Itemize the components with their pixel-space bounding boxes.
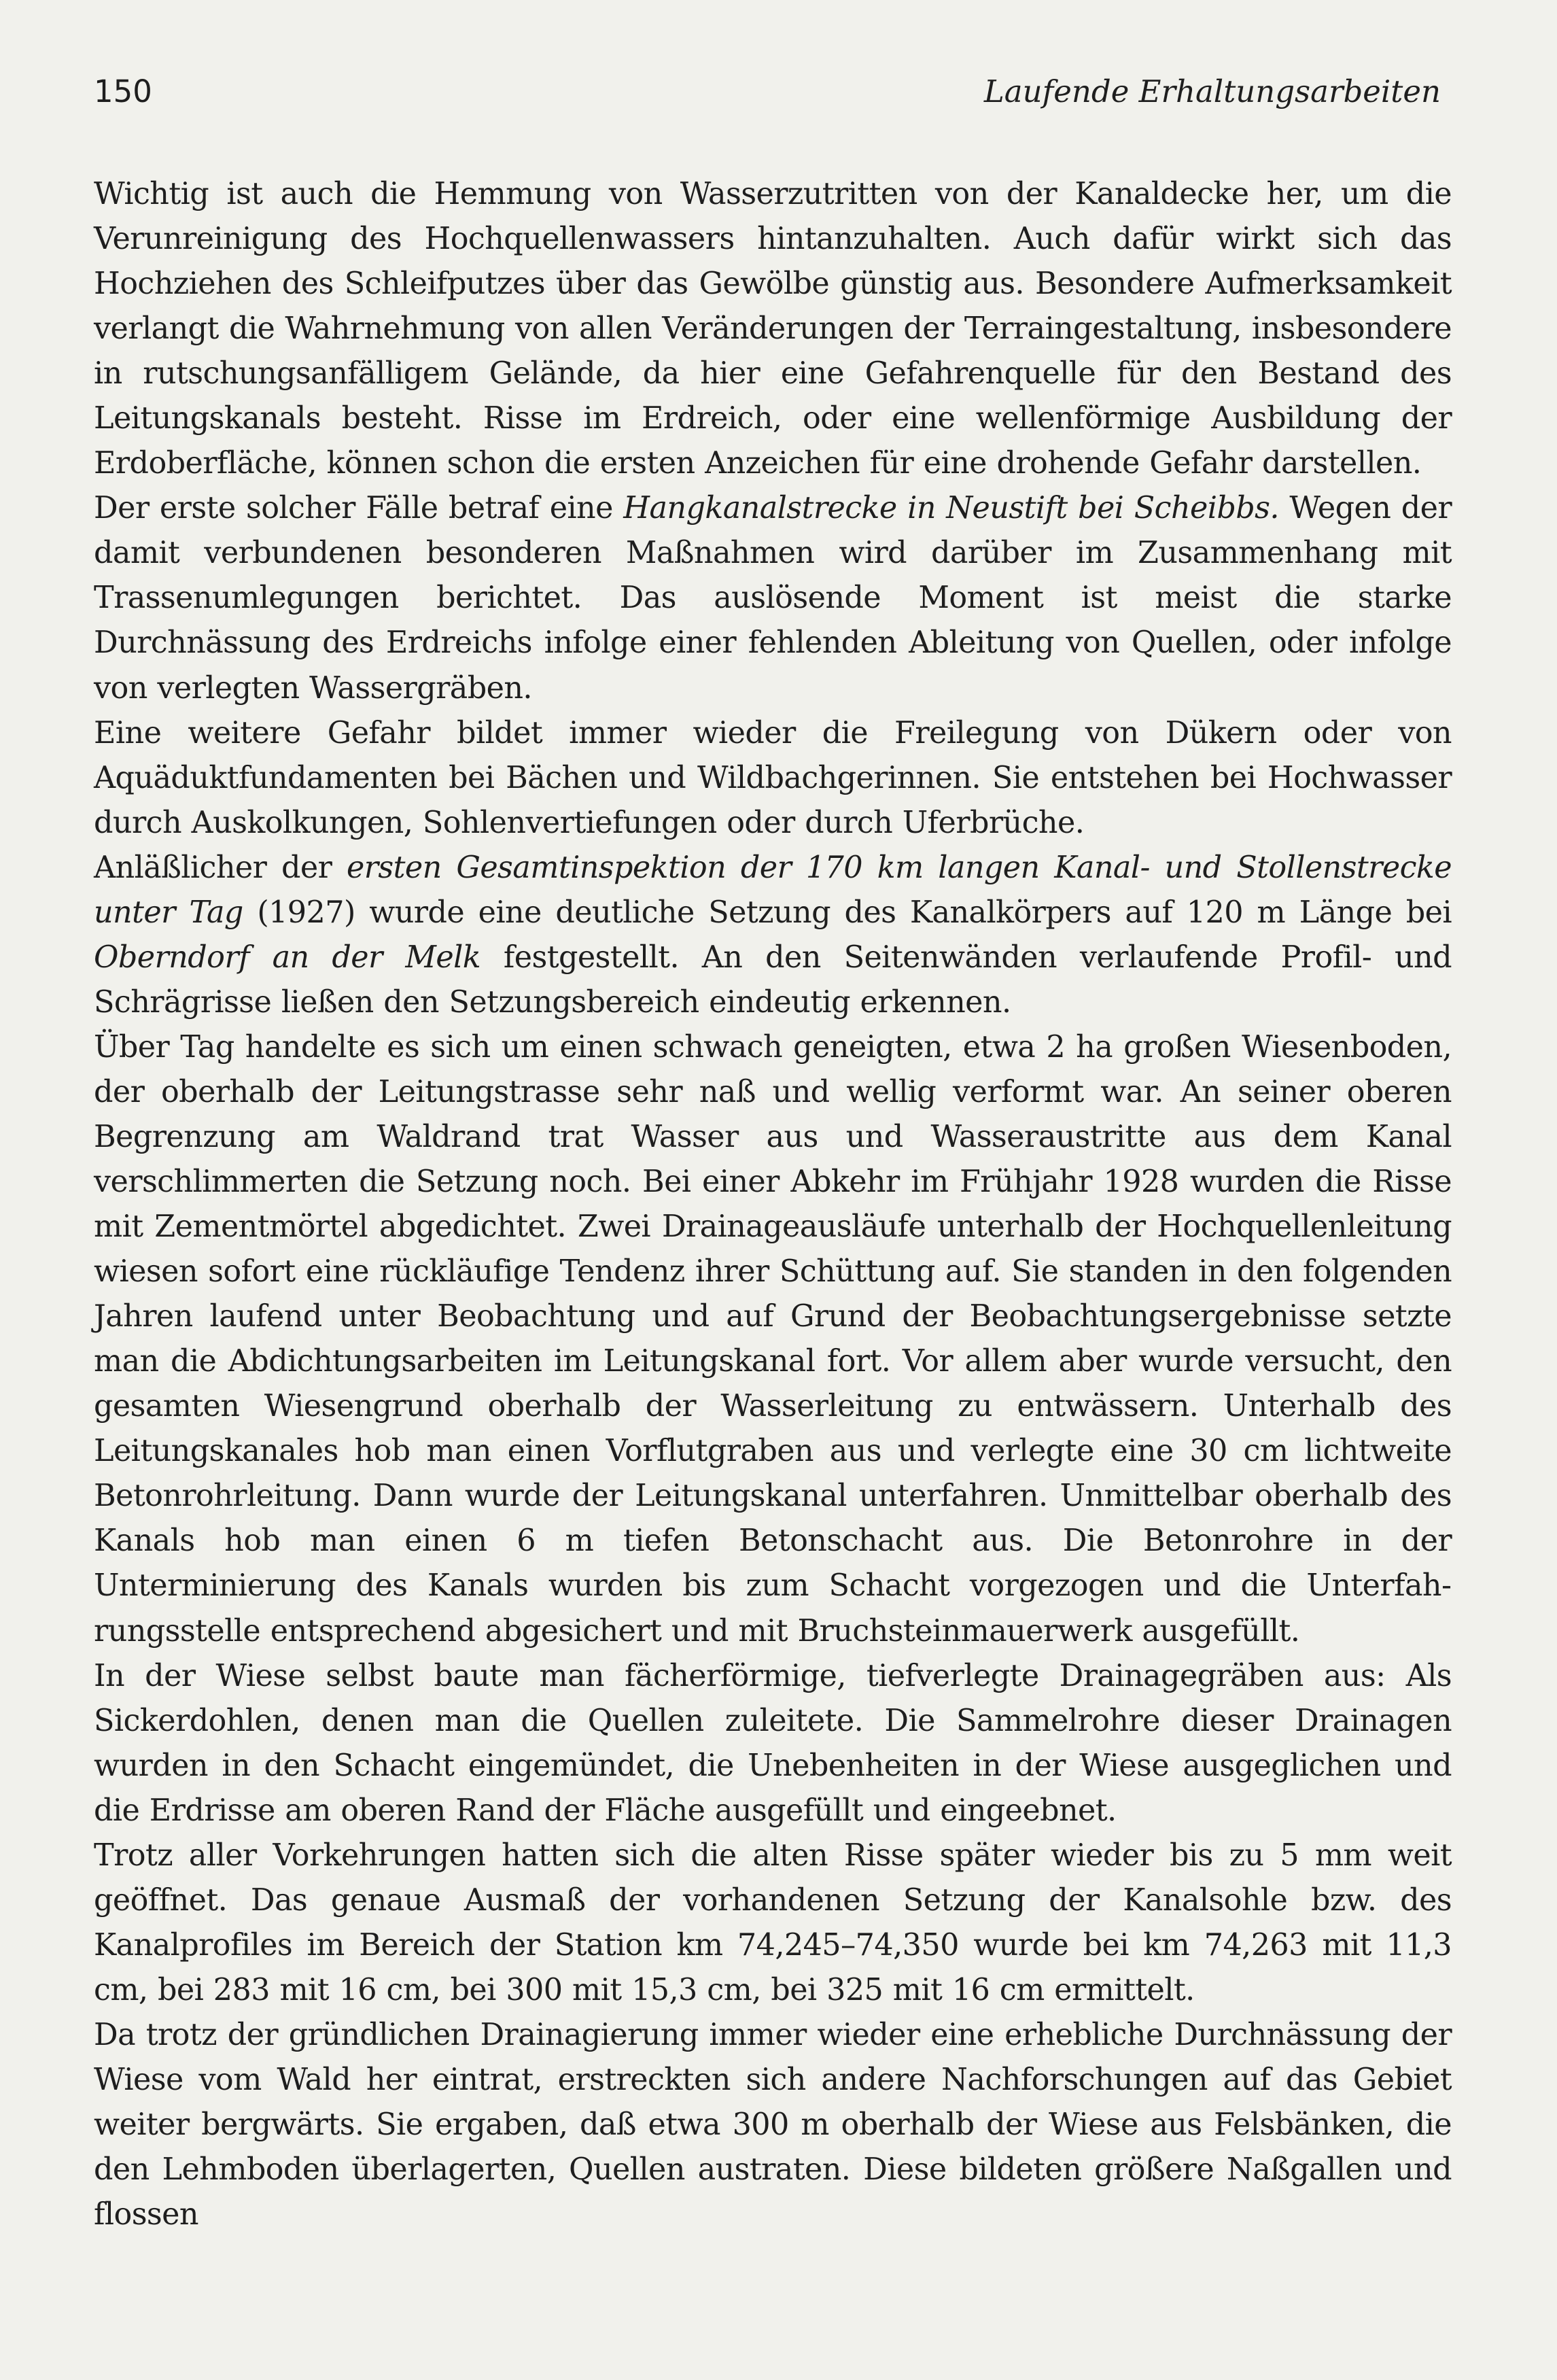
paragraph — [94, 172, 1452, 486]
text-segment: Wichtig ist auch die Hemmung von Wasserzutritten von der Kanaldecke her, um die Verunreinigung des Hochquellenwassers hintanzuhalten. Auch dafür wirkt sich das Hochziehen des Schleifputzes über das Gewölbe günstig aus. Besondere Aufmerksamkeit verlangt die Wahrnehmung von allen Veränderungen der Terraingestaltung, insbesondere in rutschungsanfälligem Gelände, da hier eine Gefahrenquelle für den Bestand des Leitungskanals besteht. Risse im Erdreich, oder eine wellenförmige Ausbildung der Erdoberfläche, können schon die ersten Anzeichen für eine drohende Gefahr darstellen. — [94, 177, 1452, 481]
running-head — [94, 68, 1441, 116]
text-segment: (1927) wurde eine deutliche Setzung des Kanalkörpers auf 120 m Länge bei — [243, 895, 1452, 930]
italic-place-name: Oberndorf an der Melk — [94, 939, 481, 975]
text-segment: Über Tag handelte es sich um einen schwach geneigten, etwa 2 ha großen Wiesenboden, der oberhalb der Leitungstrasse sehr naß und wellig verformt war. An seiner oberen Begrenzung am Waldrand trat Wasser aus und Wasseraustritte aus dem Kanal verschlimmerten die Setzung noch. Bei einer Abkehr im Frühjahr 1928 wurden die Risse mit Zementmörtel abgedichtet. Zwei Drainageausläufe unterhalb der Hochquellenleitung wiesen sofort eine rückläufige Tendenz ihrer Schüttung auf. Sie standen in den folgenden Jahren laufend unter Beobachtung und auf Grund der Beobachtungsergebnisse setzte man die Abdichtungsarbeiten im Leitungskanal fort. Vor allem aber wurde versucht, den gesamten Wiesengrund oberhalb der Wasserleitung zu entwässern. Unterhalb des Leitungskanales hob man einen Vorflutgraben aus und verlegte eine 30 cm lichtweite Betonrohrleitung. Dann wurde der Leitungskanal unterfahren. Unmittelbar oberhalb des Kanals hob man einen 6 m tiefen Betonschacht aus. Die Betonrohre in der Unterminierung des Kanals wurden bis zum Schacht vorgezogen und die Unterfahrungsstelle entsprechend abgesichert und mit Bruchsteinmauerwerk ausgefüllt. — [94, 1029, 1452, 1649]
text-segment: Der erste solcher Fälle betraf eine — [94, 491, 624, 526]
paragraph — [94, 1654, 1452, 1833]
paragraph — [94, 711, 1452, 846]
text-segment: festgestellt. An den Seitenwänden verlaufende Profil- und Schrägrisse ließen den Setzungsbereich eindeutig erkennen. — [94, 939, 1452, 1020]
text-segment: Wegen der damit verbundenen besonderen Maßnahmen wird darüber im Zusammenhang mit Trassenumlegungen berichtet. Das auslösende Moment ist meist die starke Durchnässung des Erdreichs infolge einer fehlenden Ableitung von Quellen, oder infolge von verlegten Wassergräben. — [94, 491, 1452, 706]
paragraph — [94, 1025, 1452, 1654]
page-number: 150 — [94, 73, 152, 109]
text-segment: In der Wiese selbst baute man fächerförmige, tiefverlegte Drainagegräben aus: Als Sickerdohlen, denen man die Quellen zuleitete. Die Sammelrohre dieser Drainagen wurden in den Schacht eingemündet, die Unebenheiten in der Wiese ausgeglichen und die Erdrisse am oberen Rand der Fläche ausgefüllt und eingeebnet. — [94, 1658, 1452, 1828]
paragraph — [94, 1833, 1452, 2013]
italic-emphasis: ersten Gesamtinspektion der 170 km langen Kanal- und Stollenstrecke unter Tag — [94, 850, 1452, 930]
italic-place-name: Hangkanalstrecke in Neustift bei Scheibbs. — [623, 491, 1279, 526]
paragraph — [94, 486, 1452, 710]
running-title: Laufende Erhaltungsarbeiten — [983, 73, 1441, 109]
text-segment: Eine weitere Gefahr bildet immer wieder die Freilegung von Dükern oder von Aquäduktfundamenten bei Bächen und Wildbachgerinnen. Sie entstehen bei Hochwasser durch Auskolkungen, Sohlenvertiefungen oder durch Uferbrüche. — [94, 715, 1452, 840]
text-segment: Trotz aller Vorkehrungen hatten sich die alten Risse später wieder bis zu 5 mm weit geöffnet. Das genaue Ausmaß der vorhandenen Setzung der Kanalsohle bzw. des Kanalprofiles im Bereich der Station km 74,245–74,350 wurde bei km 74,263 mit 11,3 cm, bei 283 mit 16 cm, bei 300 mit 15,3 cm, bei 325 mit 16 cm ermittelt. — [94, 1838, 1452, 2007]
paragraph — [94, 846, 1452, 1025]
body-text — [94, 172, 1452, 2237]
text-segment: Da trotz der gründlichen Drainagierung immer wieder eine erhebliche Durchnässung der Wiese vom Wald her eintrat, erstreckten sich andere Nachforschungen auf das Gebiet weiter bergwärts. Sie ergaben, daß etwa 300 m oberhalb der Wiese aus Felsbänken, die den Lehmboden überlagerten, Quellen austraten. Diese bildeten größere Naßgallen und flossen — [94, 2017, 1452, 2232]
text-segment: Anläßlicher der — [94, 850, 347, 885]
paragraph — [94, 2013, 1452, 2237]
